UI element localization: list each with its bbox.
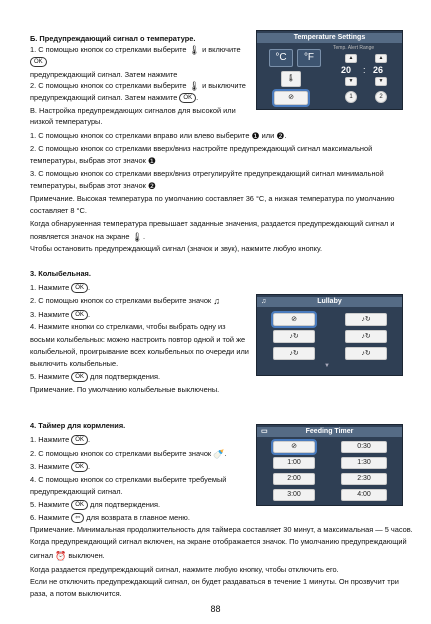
text-line: Чтобы остановить предупреждающий сигнал (значок и звук), нажмите любую кнопку. xyxy=(30,244,323,253)
low-value: 26 xyxy=(373,65,384,75)
section-heading: Б. Предупреждающий сигнал о температуре. xyxy=(30,34,196,43)
text-line: Если не отключить предупреждающий сигнал, он будет раздаваться в течение 1 минуты. Он прозвучит три xyxy=(30,577,399,586)
low-temp-icon: ❷ xyxy=(147,180,156,191)
text-line: 2. С помощью кнопок со стрелками выберите 🌡 и выключите xyxy=(30,80,246,91)
text-line: 2. С помощью кнопок со стрелками выберите значок 🍼. xyxy=(30,448,227,459)
music-note-icon: ♫ xyxy=(213,295,220,306)
lullaby-option-button[interactable]: ♪↻ xyxy=(345,330,387,343)
text-line: B. Настройка предупреждающих сигналов для высокой или xyxy=(30,106,236,115)
timer-option-button[interactable]: 0:30 xyxy=(341,441,387,453)
panel-title: ♫ Lullaby xyxy=(257,297,402,307)
up-arrow-icon[interactable]: ▲ xyxy=(375,54,387,63)
text-line: 6. Нажмите ⇦ для возврата в главное меню. xyxy=(30,513,190,522)
text-line: 1. Нажмите OK . xyxy=(30,435,91,444)
section-heading: 4. Таймер для кормления. xyxy=(30,421,126,430)
text-line: Примечание. Высокая температура по умолчанию составляет 36 °C, а низкая температура по умолчанию xyxy=(30,194,395,203)
timer-option-button[interactable]: 4:00 xyxy=(341,489,387,501)
text-line: выключить колыбельные. xyxy=(30,359,119,368)
text-line: сигнал ⏰ выключен. xyxy=(30,550,105,561)
high-temp-icon: ❶ xyxy=(251,130,260,141)
text-line: 4. Нажмите кнопки со стрелками, чтобы выбрать одну из xyxy=(30,322,226,331)
low-temp-icon[interactable]: 2 xyxy=(375,91,387,103)
back-button-symbol: ⇦ xyxy=(71,513,84,523)
high-temp-icon[interactable]: 1 xyxy=(345,91,357,103)
feeding-timer-panel xyxy=(256,424,403,506)
alert-off-button[interactable]: ⊘ xyxy=(274,91,308,105)
timer-option-button[interactable]: 2:30 xyxy=(341,473,387,485)
high-value: 20 xyxy=(341,65,352,75)
alert-thermometer-button[interactable]: 🌡 xyxy=(281,71,301,87)
text-line: появляется значок на экране 🌡. xyxy=(30,231,145,242)
thermometer-icon: 🌡 xyxy=(188,44,200,55)
celsius-button[interactable]: °C xyxy=(269,49,293,67)
lullaby-repeat-one-button[interactable]: ♪↻ xyxy=(345,313,387,326)
range-label: Temp. Alert Range xyxy=(333,45,375,51)
lullaby-option-button[interactable]: ♪↻ xyxy=(273,347,315,360)
text-line: раза, а потом выключится. xyxy=(30,589,122,598)
text-line: 4. С помощью кнопок со стрелками выберите требуемый xyxy=(30,475,227,484)
text-line: 3. Нажмите OK . xyxy=(30,462,91,471)
music-note-icon: ♫ xyxy=(261,298,267,305)
thermometer-off-icon: 🌡 xyxy=(188,80,200,91)
text-line: Когда предупреждающий сигнал включен, на экране отображается значок. По умолчанию предупреждающий xyxy=(30,537,407,546)
timer-option-button[interactable]: 1:30 xyxy=(341,457,387,469)
scroll-down-icon[interactable]: ▼ xyxy=(324,363,330,369)
lullaby-option-button[interactable]: ♪↻ xyxy=(345,347,387,360)
timer-off-button[interactable]: ⊘ xyxy=(273,441,315,453)
section-heading: 3. Колыбельная. xyxy=(30,269,91,278)
alarm-clock-icon: ⏰ xyxy=(55,550,67,561)
text-line: составляет 8 °C. xyxy=(30,206,87,215)
text-line: предупреждающий сигнал. xyxy=(30,487,123,496)
text-line: 1. С помощью кнопок со стрелками вправо или влево выберите ❶ или ❷. xyxy=(30,130,287,141)
alarm-thermometer-icon: 🌡 xyxy=(131,231,143,242)
high-temp-icon: ❶ xyxy=(147,155,156,166)
text-line: Примечание. Минимальная продолжительность для таймера составляет 30 минут, а максимальная — 5 часов. xyxy=(30,525,413,534)
text-line: 1. С помощью кнопок со стрелками выберите 🌡 и включите xyxy=(30,44,241,55)
lullaby-repeat-all-button[interactable]: ♪↻ xyxy=(273,330,315,343)
separator: : xyxy=(363,65,366,75)
lullaby-panel xyxy=(256,294,403,376)
page-number: 88 xyxy=(210,604,221,614)
text-line: колыбельной, проигрывание всех колыбельных по очереди или xyxy=(30,347,249,356)
down-arrow-icon[interactable]: ▼ xyxy=(345,77,357,86)
text-line: восьми колыбельных: можно настроить повтор одной и той же xyxy=(30,335,246,344)
text-line: температуры, выбрав этот значок ❷ xyxy=(30,180,156,191)
timer-option-button[interactable]: 2:00 xyxy=(273,473,315,485)
text-line: 2. С помощью кнопок со стрелками выберите значок ♫ xyxy=(30,295,220,306)
feeding-bottle-icon: ▭ xyxy=(261,428,268,435)
down-arrow-icon[interactable]: ▼ xyxy=(375,77,387,86)
text-line: 3. С помощью кнопок со стрелками вверх/вниз отрегулируйте предупреждающий сигнал минимальной xyxy=(30,169,384,178)
ok-symbol: OK xyxy=(30,56,47,67)
panel-title: Temperature Settings xyxy=(257,33,402,43)
text-line: Примечание. По умолчанию колыбельные выключены. xyxy=(30,385,220,394)
text-line: 3. Нажмите OK . xyxy=(30,310,91,319)
text-line: Когда раздается предупреждающий сигнал, нажмите любую кнопку, чтобы отключить его. xyxy=(30,565,339,574)
text-line: 5. Нажмите OK для подтверждения. xyxy=(30,372,161,381)
fahrenheit-button[interactable]: °F xyxy=(297,49,321,67)
up-arrow-icon[interactable]: ▲ xyxy=(345,54,357,63)
temperature-settings-panel xyxy=(256,30,403,110)
text-line: Когда обнаруженная температура превышает заданные значения, раздается предупреждающий сигнал и xyxy=(30,219,395,228)
panel-title: ▭ Feeding Timer xyxy=(257,427,402,437)
lullaby-off-button[interactable]: ⊘ xyxy=(273,313,315,326)
text-line: низкой температуры. xyxy=(30,117,103,126)
text-line: предупреждающий сигнал. Затем нажмите xyxy=(30,70,178,79)
text-line: 2. С помощью кнопок со стрелками вверх/вниз настройте предупреждающий сигнал максимальной xyxy=(30,144,373,153)
low-temp-icon: ❷ xyxy=(276,130,285,141)
text-line: предупреждающий сигнал. Затем нажмите OK . xyxy=(30,93,199,102)
feeding-bottle-icon: 🍼 xyxy=(213,448,225,459)
text-line: температуры, выбрав этот значок ❶ xyxy=(30,155,156,166)
text-line: 5. Нажмите OK для подтверждения. xyxy=(30,500,161,509)
timer-option-button[interactable]: 3:00 xyxy=(273,489,315,501)
timer-option-button[interactable]: 1:00 xyxy=(273,457,315,469)
text-line: 1. Нажмите OK . xyxy=(30,283,91,292)
